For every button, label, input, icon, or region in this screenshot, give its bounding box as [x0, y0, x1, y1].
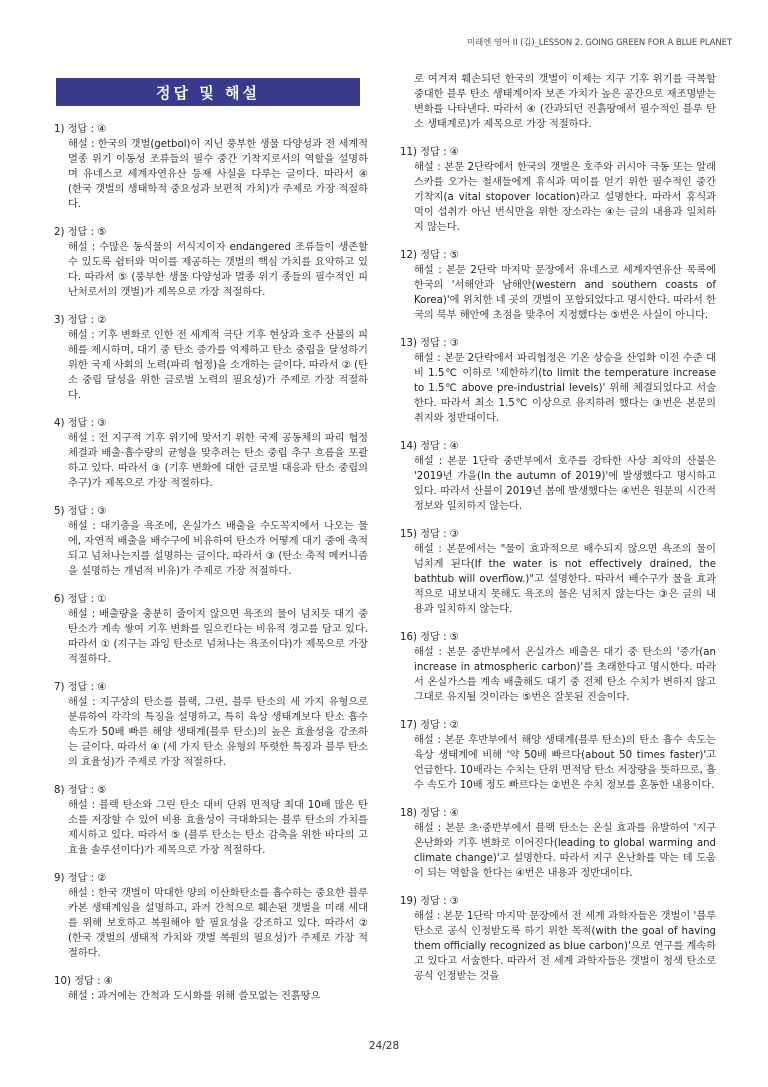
explanation-text: 해설 : 본문 중반부에서 온실가스 배출은 대기 중 탄소의 '증가(an increase in atmospheric carbon)'를 초래한다고 명시한다. 따라서 온실가스를 계속 배출해도 대기 중 전체 탄소 수치가 변하지 않고 그대로 유지될 것이라는 ⑤번은 잘못된 진술이다. — [414, 647, 716, 703]
answer-item — [54, 871, 368, 961]
answer-label: 15) 정답 : ③ — [400, 529, 459, 540]
answer-label: 5) 정답 : ③ — [54, 506, 107, 517]
explanation-text: 해설 : 한국 갯벌이 막대한 양의 이산화탄소를 흡수하는 중요한 블루 카본 생태계임을 설명하고, 과거 간척으로 훼손된 갯벌을 미래 세대를 위해 보호하고 복원해야 할 필요성을 강조하고 있다. 따라서 ② (한국 갯벌의 생태적 가치와 갯벌 복원의 필요성)가 주제로 가장 적절하다. — [68, 888, 368, 959]
answer-label: 4) 정답 : ③ — [54, 418, 107, 429]
explanation-text: 해설 : 본문에서는 "물이 효과적으로 배수되지 않으면 욕조의 물이 넘치게 된다(If the water is not effectively drained, the bathtub will overflow.)"고 설명한다. 따라서 배수구가 물을 효과적으로 내보내지 못해도 욕조의 물은 넘치지 않는다는 ③은 글의 내용과 일치하지 않는다. — [414, 544, 716, 615]
answer-label: 7) 정답 : ④ — [54, 682, 107, 693]
answer-item — [400, 439, 716, 514]
answer-label: 11) 정답 : ④ — [400, 147, 459, 158]
explanation-text: 해설 : 본문 2단락에서 한국의 갯벌은 호주와 러시아 극동 또는 알래스카를 오가는 철새들에게 휴식과 먹이를 얻기 위한 필수적인 중간 기착지(a vital stopover location)라고 설명한다. 따라서 휴식과 먹이 섭취가 아닌 번식만을 위한 장소라는 ④는 글의 내용과 일치하지 않는다. — [414, 162, 716, 233]
answer-item — [400, 630, 716, 705]
explanation-text: 해설 : 본문 2단락에서 파리협정은 기온 상승을 산업화 이전 수준 대비 1.5℃ 이하로 '제한하기(to limit the temperature increase to 1.5℃ above pre-industrial levels)' 위해 체결되었다고 서술한다. 따라서 최소 1.5℃ 이상으로 유지하려 했다는 ③번은 본문의 취지와 정반대이다. — [414, 353, 716, 424]
answer-label: 12) 정답 : ⑤ — [400, 250, 459, 261]
answer-item — [54, 416, 368, 491]
answer-label: 2) 정답 : ⑤ — [54, 227, 107, 238]
answer-item — [54, 974, 368, 1004]
answer-item — [54, 783, 368, 858]
answer-label: 3) 정답 : ② — [54, 315, 107, 326]
page-number: 24/28 — [368, 1040, 400, 1052]
answer-label: 17) 정답 : ② — [400, 720, 459, 731]
explanation-text: 해설 : 대기층을 욕조에, 온실가스 배출을 수도꼭지에서 나오는 물에, 자연적 배출을 배수구에 비유하여 탄소가 어떻게 대기 중에 축적되고 넘쳐나는지를 설명하는 글이다. 따라서 ③ (탄소 축적 메커니즘을 설명하는 개념적 비유)가 주제로 가장 적절하다. — [68, 521, 368, 577]
explanation-text: 해설 : 지구상의 탄소를 블랙, 그린, 블루 탄소의 세 가지 유형으로 분류하여 각각의 특징을 설명하고, 특히 육상 생태계보다 탄소 흡수 속도가 50배 빠른 해양 생태계(블루 탄소)의 높은 효율성을 강조하는 글이다. 따라서 ④ (세 가지 탄소 유형의 뚜렷한 특징과 블루 탄소의 효율성)가 주제로 가장 적절하다. — [68, 697, 368, 768]
answer-label: 6) 정답 : ① — [54, 594, 107, 605]
explanation-text: 해설 : 본문 1단락 마지막 문장에서 전 세계 과학자들은 갯벌이 '블루 탄소로 공식 인정받도록 하기 위한 목적(with the goal of having them officially recognized as blue carbon)'으로 연구를 계속하고 있다고 서술한다. 따라서 전 세계 과학자들은 갯벌이 청색 탄소로 공식 인정받는 것을 — [414, 911, 716, 982]
explanation-text: 해설 : 본문 1단락 중반부에서 호주를 강타한 사상 최악의 산불은 '2019년 가을(In the autumn of 2019)'에 발생했다고 명시하고 있다. 따라서 산불이 2019년 봄에 발생했다는 ④번은 원문의 시간적 정보와 일치하지 않는다. — [414, 456, 716, 512]
answer-label: 16) 정답 : ⑤ — [400, 632, 459, 643]
left-column — [54, 122, 368, 1017]
explanation-text: 로 여겨져 훼손되던 한국의 갯벌이 이제는 지구 기후 위기를 극복할 중대한 블루 탄소 생태계이자 보존 가치가 높은 공간으로 재조명받는 변화를 나타낸다. 따라서 ④ (간과되던 진흙땅에서 필수적인 블루 탄소 생태계로)가 제목으로 가장 적절하다. — [414, 74, 716, 130]
answer-item — [400, 806, 716, 881]
answer-item — [400, 527, 716, 617]
explanation-text: 해설 : 기후 변화로 인한 전 세계적 극단 기후 현상과 호주 산불의 피해를 제시하며, 대기 중 탄소 증가를 억제하고 탄소 중립을 달성하기 위한 국제 사회의 노력(파리 협정)을 소개하는 글이다. 따라서 ② (탄소 중립 달성을 위한 글로벌 노력의 필요성)가 주제로 가장 적절하다. — [68, 330, 368, 401]
answer-item — [54, 122, 368, 212]
explanation-text: 해설 : 과거에는 간척과 도시화를 위해 쓸모없는 진흙땅으 — [68, 991, 321, 1002]
answer-label: 19) 정답 : ③ — [400, 896, 459, 907]
explanation-text: 해설 : 본문 초·중반부에서 블랙 탄소는 온실 효과를 유발하여 '지구 온난화와 기후 변화로 이어진다(leading to global warming and climate change)'고 설명한다. 따라서 지구 온난화를 막는 데 도움이 되는 역할을 한다는 ④번은 내용과 정반대이다. — [414, 823, 716, 879]
answer-item — [54, 313, 368, 403]
answer-item — [400, 718, 716, 793]
answer-item — [400, 72, 716, 132]
answer-label: 18) 정답 : ④ — [400, 808, 459, 819]
answer-item — [54, 592, 368, 667]
answer-item — [400, 336, 716, 426]
right-column — [400, 72, 716, 997]
answer-label: 9) 정답 : ② — [54, 873, 107, 884]
explanation-text: 해설 : 본문 후반부에서 해양 생태계(블루 탄소)의 탄소 흡수 속도는 육상 생태계에 비해 '약 50배 빠르다(about 50 times faster)'고 언급한다. 10배라는 수치는 단위 면적당 탄소 저장량을 뜻하므로, 흡수 속도가 10배 정도 빠르다는 ②번은 수치 정보를 혼동한 내용이다. — [414, 735, 716, 791]
answer-label: 8) 정답 : ⑤ — [54, 785, 107, 796]
explanation-text: 해설 : 수많은 동식물의 서식지이자 endangered 조류들이 생존할 수 있도록 쉼터와 먹이를 제공하는 갯벌의 핵심 가치를 요약하고 있다. 따라서 ⑤ (풍부한 생물 다양성과 멸종 위기 종들의 필수적인 피난처로서의 갯벌)가 제목으로 가장 적절하다. — [68, 242, 368, 298]
answer-item — [400, 248, 716, 323]
page-header: 미래엔 영어 II (김)_LESSON 2. GOING GREEN FOR A BLUE PLANET — [466, 38, 732, 48]
answer-label: 1) 정답 : ④ — [54, 124, 107, 135]
answer-label: 14) 정답 : ④ — [400, 441, 459, 452]
explanation-text: 해설 : 배출량을 충분히 줄이지 않으면 욕조의 물이 넘치듯 대기 중 탄소가 계속 쌓여 기후 변화를 일으킨다는 비유적 경고를 담고 있다. 따라서 ① (지구는 과잉 탄소로 넘쳐나는 욕조이다)가 제목으로 가장 적절하다. — [68, 609, 368, 665]
answer-item — [400, 145, 716, 235]
answer-item — [54, 680, 368, 770]
explanation-text: 해설 : 전 지구적 기후 위기에 맞서기 위한 국제 공동체의 파리 협정 체결과 배출·흡수량의 균형을 맞추려는 탄소 중립 추구 흐름을 포괄하고 있다. 따라서 ③ (기후 변화에 대한 글로벌 대응과 탄소 중립의 추구)가 제목으로 가장 적절하다. — [68, 433, 368, 489]
answer-label: 10) 정답 : ④ — [54, 976, 113, 987]
answer-item — [54, 225, 368, 300]
explanation-text: 해설 : 블랙 탄소와 그린 탄소 대비 단위 면적당 최대 10배 많은 탄소를 저장할 수 있어 비용 효율성이 극대화되는 블루 탄소의 가치를 제시하고 있다. 따라서 ⑤ (블루 탄소는 탄소 감축을 위한 바다의 고효율 솔루션이다)가 제목으로 가장 적절하다. — [68, 800, 368, 856]
page-title: 정답 및 해설 — [56, 78, 360, 106]
explanation-text: 해설 : 본문 2단락 마지막 문장에서 유네스코 세계자연유산 목록에 한국의 '서해안과 남해안(western and southern coasts of Korea)'에 위치한 네 곳의 갯벌이 포함되었다고 명시한다. 따라서 한국의 북부 해안에 초점을 맞추어 지정했다는 ⑤번은 사실이 아니다. — [414, 265, 716, 321]
answer-label: 13) 정답 : ③ — [400, 338, 459, 349]
answer-item — [54, 504, 368, 579]
answer-item — [400, 894, 716, 984]
explanation-text: 해설 : 한국의 갯벌(getbol)이 지닌 풍부한 생물 다양성과 전 세계적 멸종 위기 이동성 조류들의 필수 중간 기착지로서의 역할을 설명하며 유네스코 세계자연유산 등재 사실을 다루는 글이다. 따라서 ④ (한국 갯벌의 생태학적 중요성과 보편적 가치)가 주제로 가장 적절하다. — [68, 139, 368, 210]
